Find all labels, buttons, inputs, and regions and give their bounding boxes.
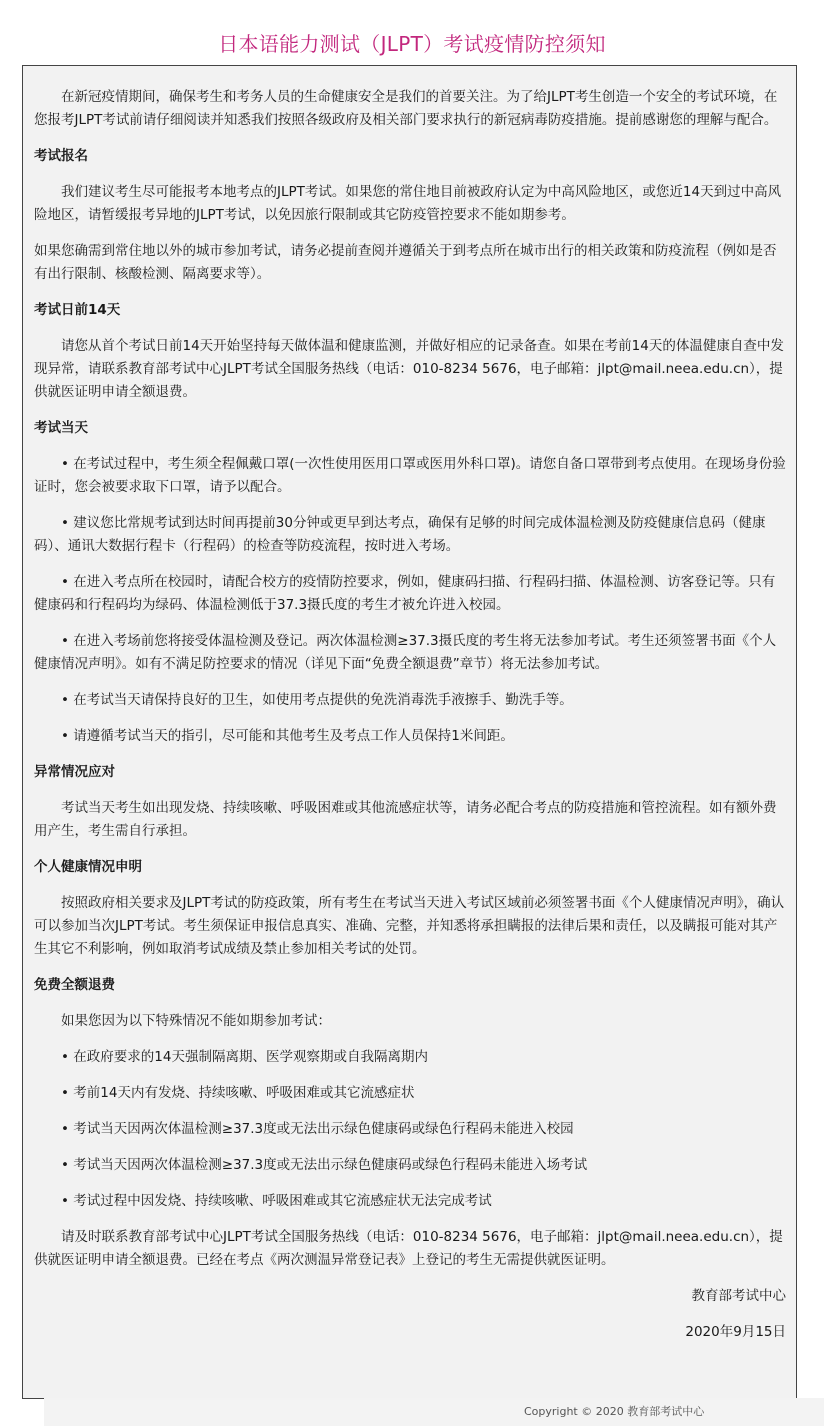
signature-date: 2020年9月15日 bbox=[685, 1324, 786, 1340]
refund-bullet-3: • 考试当天因两次体温检测≥37.3度或无法出示绿色健康码或绿色行程码未能进入校园 bbox=[34, 1118, 786, 1141]
copyright-text: Copyright © 2020 教育部考试中心 bbox=[524, 1405, 705, 1418]
abnormal-paragraph: 考试当天考生如出现发烧、持续咳嗽、呼吸困难或其他流感症状等，请务必配合考点的防疫措施和管控流程。如有额外费用产生，考生需自行承担。 bbox=[34, 800, 777, 839]
refund-bullet-4: • 考试当天因两次体温检测≥37.3度或无法出示绿色健康码或绿色行程码未能进入场考试 bbox=[34, 1154, 786, 1177]
notice-box bbox=[22, 65, 797, 1399]
section-heading-abnormal: 异常情况应对 bbox=[34, 764, 115, 780]
exam-day-bullet-4: • 在进入考场前您将接受体温检测及登记。两次体温检测≥37.3摄氏度的考生将无法参加考试。考生还须签署书面《个人健康情况声明》。如有不满足防控要求的情况（详见下面“免费全额退费”章节）将无法参加考试。 bbox=[34, 630, 786, 676]
exam-day-bullet-5: • 在考试当天请保持良好的卫生，如使用考点提供的免洗消毒洗手液擦手、勤洗手等。 bbox=[34, 689, 786, 712]
exam-day-bullet-3: • 在进入考点所在校园时，请配合校方的疫情防控要求，例如，健康码扫描、行程码扫描、体温检测、访客登记等。只有健康码和行程码均为绿码、体温检测低于37.3摄氏度的考生才被允许进入校园。 bbox=[34, 571, 786, 617]
section-heading-registration: 考试报名 bbox=[34, 148, 88, 164]
refund-bullet-2: • 考前14天内有发烧、持续咳嗽、呼吸困难或其它流感症状 bbox=[34, 1082, 786, 1105]
refund-paragraph: 请及时联系教育部考试中心JLPT考试全国服务热线（电话：010-8234 5676，电子邮箱：jlpt@mail.neea.edu.cn），提供就医证明申请全额退费。已经在考点《两次测温异常登记表》上登记的考生无需提供就医证明。 bbox=[34, 1229, 783, 1268]
section-heading-health-declaration: 个人健康情况申明 bbox=[34, 859, 142, 875]
section-heading-exam-day: 考试当天 bbox=[34, 420, 88, 436]
notice-content bbox=[23, 66, 796, 1344]
page-footer bbox=[44, 1398, 824, 1426]
refund-lead: 如果您因为以下特殊情况不能如期参加考试： bbox=[61, 1013, 331, 1029]
intro-paragraph: 在新冠疫情期间，确保考生和考务人员的生命健康安全是我们的首要关注。为了给JLPT考生创造一个安全的考试环境，在您报考JLPT考试前请仔细阅读并知悉我们按照各级政府及相关部门要求执行的新冠病毒防疫措施。提前感谢您的理解与配合。 bbox=[34, 89, 778, 128]
section-heading-before-exam: 考试日前14天 bbox=[34, 302, 121, 318]
exam-day-bullet-1: • 在考试过程中，考生须全程佩戴口罩(一次性使用医用口罩或医用外科口罩)。请您自备口罩带到考点使用。在现场身份验证时，您会被要求取下口罩，请予以配合。 bbox=[34, 453, 786, 499]
section-heading-refund: 免费全额退费 bbox=[34, 977, 115, 993]
registration-paragraph-2: 如果您确需到常住地以外的城市参加考试，请务必提前查阅并遵循关于到考点所在城市出行的相关政策和防疫流程（例如是否有出行限制、核酸检测、隔离要求等）。 bbox=[34, 243, 777, 282]
refund-bullet-5: • 考试过程中因发烧、持续咳嗽、呼吸困难或其它流感症状无法完成考试 bbox=[34, 1190, 786, 1213]
registration-paragraph-1: 我们建议考生尽可能报考本地考点的JLPT考试。如果您的常住地目前被政府认定为中高风险地区，或您近14天到过中高风险地区，请暂缓报考异地的JLPT考试，以免因旅行限制或其它防疫管控要求不能如期参考。 bbox=[34, 184, 782, 223]
page-title: 日本语能力测试（JLPT）考试疫情防控须知 bbox=[218, 32, 606, 56]
exam-day-bullet-6: • 请遵循考试当天的指引，尽可能和其他考生及考点工作人员保持1米间距。 bbox=[34, 725, 786, 748]
refund-bullet-1: • 在政府要求的14天强制隔离期、医学观察期或自我隔离期内 bbox=[34, 1046, 786, 1069]
before-exam-paragraph: 请您从首个考试日前14天开始坚持每天做体温和健康监测，并做好相应的记录备查。如果在考前14天的体温健康自查中发现异常，请联系教育部考试中心JLPT考试全国服务热线（电话：010-8234 5676，电子邮箱：jlpt@mail.neea.edu.cn），提供就医证明申请全额退费。 bbox=[34, 338, 784, 400]
health-declaration-paragraph: 按照政府相关要求及JLPT考试的防疫政策，所有考生在考试当天进入考试区域前必须签署书面《个人健康情况声明》，确认可以参加当次JLPT考试。考生须保证申报信息真实、准确、完整，并知悉将承担瞒报的法律后果和责任，以及瞒报可能对其产生其它不利影响，例如取消考试成绩及禁止参加相关考试的处罚。 bbox=[34, 895, 785, 957]
signature-org: 教育部考试中心 bbox=[691, 1288, 786, 1304]
exam-day-bullet-2: • 建议您比常规考试到达时间再提前30分钟或更早到达考点，确保有足够的时间完成体温检测及防疫健康信息码（健康码）、通讯大数据行程卡（行程码）的检查等防疫流程，按时进入考场。 bbox=[34, 512, 786, 558]
